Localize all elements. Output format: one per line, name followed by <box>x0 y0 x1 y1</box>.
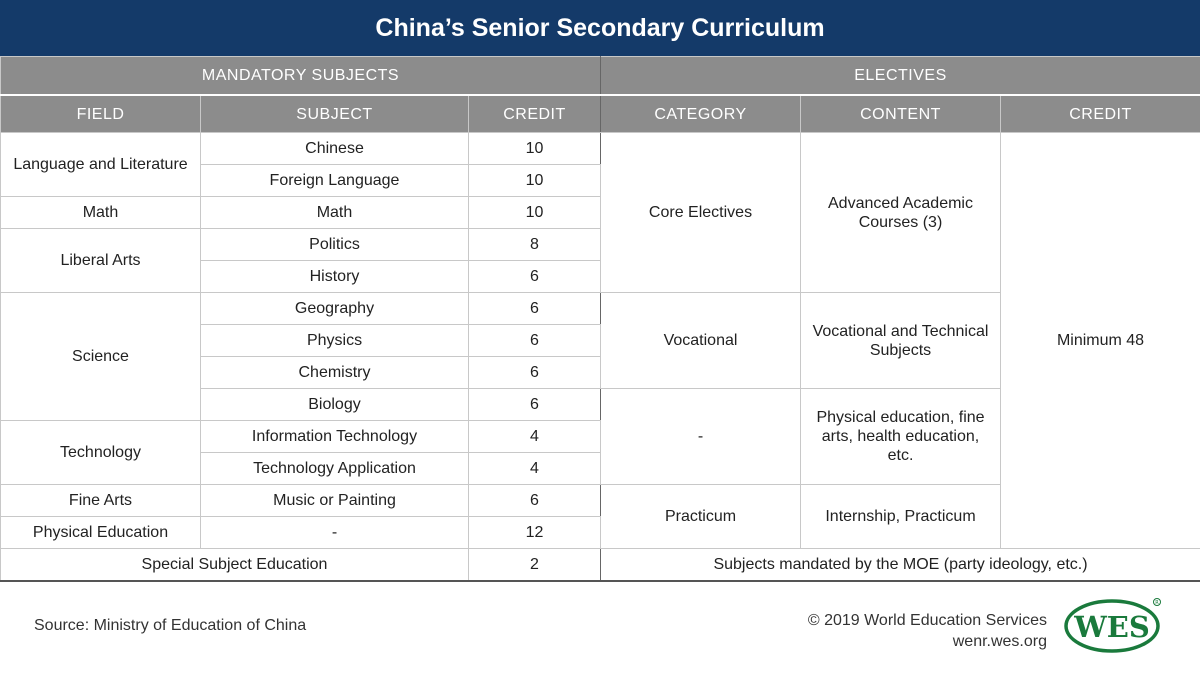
wes-logo <box>1062 596 1164 654</box>
content-cell: Vocational and Technical Subjects <box>801 293 1001 389</box>
credit-cell: 6 <box>469 293 601 325</box>
moe-subjects-cell: Subjects mandated by the MOE (party ideology, etc.) <box>601 549 1200 582</box>
column-header-row <box>1 95 1200 133</box>
subject-cell: Music or Painting <box>201 485 469 517</box>
elective-credit-column-header: CREDIT <box>1001 95 1200 133</box>
credit-cell: 10 <box>469 133 601 165</box>
subject-cell: Foreign Language <box>201 165 469 197</box>
copyright-block <box>808 610 1047 652</box>
content-cell: Advanced Academic Courses (3) <box>801 133 1001 293</box>
subject-cell: Information Technology <box>201 421 469 453</box>
credit-cell: 6 <box>469 261 601 293</box>
subject-cell: Math <box>201 197 469 229</box>
subject-column-header: SUBJECT <box>201 95 469 133</box>
credit-cell: 8 <box>469 229 601 261</box>
credit-cell: 6 <box>469 485 601 517</box>
content-cell: Physical education, fine arts, health education, etc. <box>801 389 1001 485</box>
table-row <box>1 549 1200 582</box>
credit-cell: 10 <box>469 165 601 197</box>
credit-cell: 10 <box>469 197 601 229</box>
group-header-row <box>1 57 1200 96</box>
credit-cell: 6 <box>469 357 601 389</box>
credit-cell: 12 <box>469 517 601 549</box>
special-subject-cell: Special Subject Education <box>1 549 469 582</box>
subject-cell: Geography <box>201 293 469 325</box>
subject-cell: Politics <box>201 229 469 261</box>
category-cell: - <box>601 389 801 485</box>
table-row <box>1 133 1200 165</box>
source-note: Source: Ministry of Education of China <box>34 617 307 634</box>
mandatory-subjects-header: MANDATORY SUBJECTS <box>1 57 601 96</box>
credit-column-header: CREDIT <box>469 95 601 133</box>
field-column-header: FIELD <box>1 95 201 133</box>
subject-cell: History <box>201 261 469 293</box>
field-cell: Physical Education <box>1 517 201 549</box>
subject-cell: Technology Application <box>201 453 469 485</box>
website-link[interactable]: wenr.wes.org <box>952 633 1047 650</box>
content-column-header: CONTENT <box>801 95 1001 133</box>
field-cell: Math <box>1 197 201 229</box>
subject-cell: - <box>201 517 469 549</box>
field-cell: Technology <box>1 421 201 485</box>
credit-cell: 4 <box>469 453 601 485</box>
category-cell: Core Electives <box>601 133 801 293</box>
svg-text:R: R <box>1155 600 1159 606</box>
electives-header: ELECTIVES <box>601 57 1200 96</box>
credit-cell: 4 <box>469 421 601 453</box>
page-title: China’s Senior Secondary Curriculum <box>0 0 1200 56</box>
curriculum-table <box>0 56 1200 582</box>
copyright-text: © 2019 World Education Services <box>807 612 1047 629</box>
field-cell: Science <box>1 293 201 421</box>
subject-cell: Chinese <box>201 133 469 165</box>
field-cell: Fine Arts <box>1 485 201 517</box>
field-cell: Language and Literature <box>1 133 201 197</box>
category-column-header: CATEGORY <box>601 95 801 133</box>
category-cell: Practicum <box>601 485 801 549</box>
category-cell: Vocational <box>601 293 801 389</box>
subject-cell: Chemistry <box>201 357 469 389</box>
subject-cell: Biology <box>201 389 469 421</box>
credit-cell: 2 <box>469 549 601 582</box>
elective-credit-cell: Minimum 48 <box>1001 133 1200 549</box>
subject-cell: Physics <box>201 325 469 357</box>
field-cell: Liberal Arts <box>1 229 201 293</box>
wes-logo-text: WES <box>1074 610 1150 644</box>
credit-cell: 6 <box>469 325 601 357</box>
content-cell: Internship, Practicum <box>801 485 1001 549</box>
credit-cell: 6 <box>469 389 601 421</box>
